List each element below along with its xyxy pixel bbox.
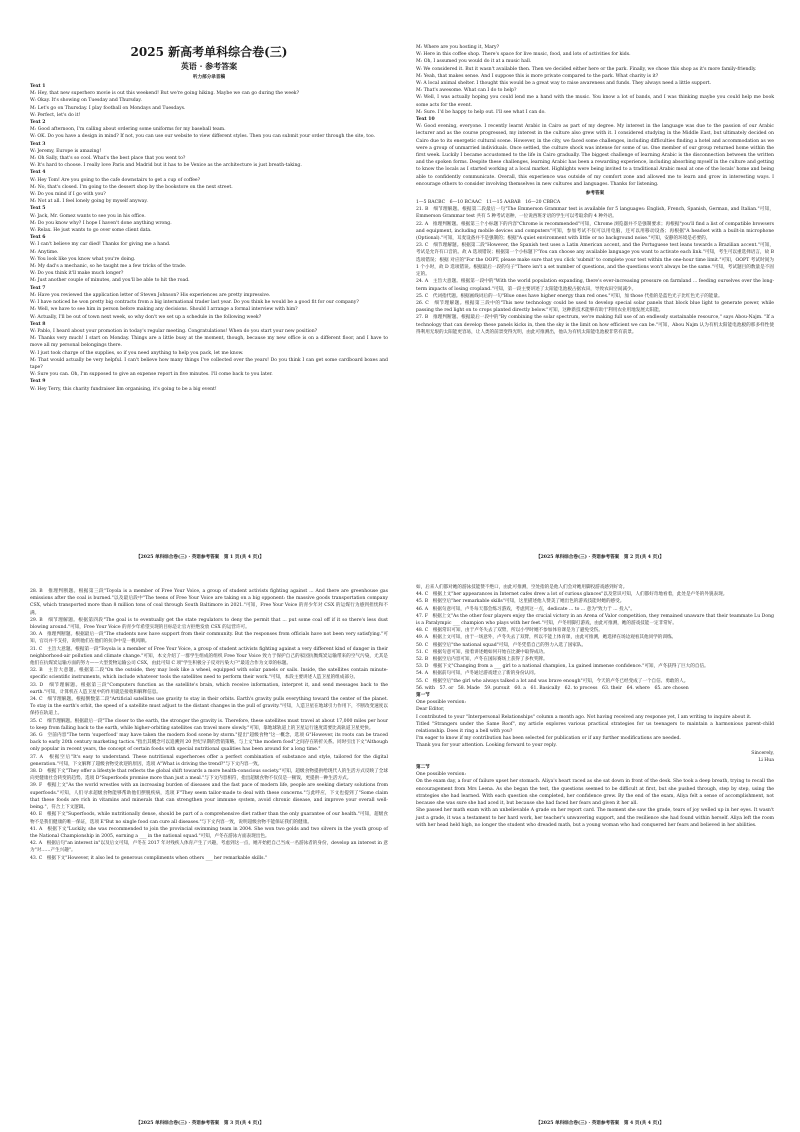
text-line: 24. A 主旨大意题。根据第一段中的"With the world population expanding, there's ever-increasing pressure on farmland ... feeding ourselves over the long-term impacts of losing cropland."可知，第一段主要讲述了太阳能电池板占据农田，导致农田空间减少。 [416,279,774,292]
text-line: M: That's awesome. What can I do to help? [416,88,517,94]
text-line: W: Hey Terry, this charity fundraiser lim organising, it's going to be a big event! [30,386,217,392]
page-3 [0,566,400,1132]
text-line: M: No, that's closed. I'm going to the dessert shop by the bookstore on the next street. [30,184,233,190]
text-heading: Text 6 [30,235,46,241]
text-line: 52. B 根据空后内容可知，卢冬在国际赛场上获得了多枚奖牌。 [416,657,548,663]
text-line: 1—5 BACBC 6—10 BCAAC 11—15 AABAB 16—20 CBBCA [416,200,561,206]
transcript-lines [416,44,774,188]
text-line: 41. A 根据下文"Luckily, she was recommended to join the provincial swimming team in 2004. She won two golds and two silvers in the youth group of the National Championship in 2005, earning a ___ in the national squad."可知，卢冬在游泳方面表现出色。 [30,826,388,839]
text-line: W: Jeremy, Europe is amazing! [30,148,102,154]
text-line: M: Do you know why? I hope I haven't done anything wrong. [30,220,172,226]
text-heading: Text 2 [30,120,46,126]
text-line: 28. B 推理判断题。根据第三段"Toyola is a member of Free Your Voice, a group of student activists fighting against ... And there are greenhouse gas emissions after the coal is burned."以及最后段中"The teens of Free Your Voice are taking on a big opponent: the massive goods transportation company CSX, which transported more than 8 million tons of coal through South Baltimore in 2021."可知，Free Your Voice 的青少年对 CSX 的运煤行为感到担忧和不满。 [30,589,388,616]
text-line: W: Okay. It's showing on Tuesday and Thursday. [30,98,142,104]
text-line: 56. with 57. or 58. Made 59. pursuit 60. a 61. Basically 62. to process 63. their 64. where 65. are chosen [416,685,689,691]
text-line: M: Let's go on Thursday. I play football on Mondays and Tuesdays. [30,105,186,111]
text-line: W: Perfect, let's do it! [30,112,81,118]
text-line: M: Not at all. I feel lonely going by myself anyway. [30,199,148,205]
transcript-lines [30,83,388,393]
text-line: 22. A 推理判断题。根据第三个小标题下的内容"Chrome is recommended"可知，Chrome 浏览器并不是强制要求；再根据"you'll find a list of compatible browsers and equipment, including mobile devices and computers"可知，参加考试不仅可以用电脑，还可以用移动设备；再根据"A headset with a built-in microphone (Optional)."可知，耳麦设备并不是强制的；根据"A quiet environment with little or no background noise."可知，安静的环境是必要的。 [416,221,774,242]
text-line: 31. C 主旨大意题。根据第一段"Toyola is a member of Free Your Voice, a group of student activists fighting against a very different kind of danger in their neighborhood-air pollution and climate change."可知，本文介绍了一群学生组成的组织 Free Your Voice 致力于保护自己的家园抗衡煤炭运输带来的空气污染，尤其是他们在抗煤炭运输方面的努力——大型货物运输公司 CSX，由此可知 C 项"学生积极分子反对污染大户"最适合作为文章的标题。 [30,646,388,667]
text-line: 47. F 根据上文"As the other four players enjoy the crucial victory in an Arena of Valor competition, they remained unaware that their teammate Lu Dong is a Paralympic ___ champion who plays with her feet."可知，卢冬用脚打游戏，由此可推测，她的游戏技能一定非常好。 [416,613,774,627]
page-footer: 【2025 单科综合卷(三) · 英语参考答案 第 4 页(共 4 页)】 [536,1121,664,1126]
text-heading: Text 8 [30,321,46,327]
text-line: M: Have you reviewed the application letter of Steven Johnson? His experiences are pretty impressive. [30,292,271,298]
text-line: 32. B 主旨大意题。根据第二段"On the outside, they may look like a wheel, equipped with solar panels or sails. Inside, the satellites contain minute-specific scientific instruments, which include whatever tools the satellites need to perform their work."可知，本段主要讲述人造卫星的组成部分。 [30,668,388,681]
answer-lines [30,588,388,862]
text-line: M: Anytime. [30,249,59,255]
text-line: 54. A 根据前句可知，卢冬通过游戏建立了新的身份认同。 [416,671,539,677]
text-line: W: I have noticed he won pretty big contracts from a big international trader last year. Do you think he would be a good fit for our company? [30,300,359,306]
text-line: 51. C 根据句意可知，接着讲述她如何开始在比赛中取得成功。 [416,649,548,655]
text-line: M: Where are you hosting it, Mary? [416,45,500,50]
text-line: 25. C 代词指代题。根据画线词后的一句"Blue ones have higher energy than red ones."可知，加 those 代指的是蓝色光子比红色光子的能量。 [416,293,723,299]
text-line: One possible version: [416,700,466,706]
text-line: M: Oh, I assumed you would do it at a music hall. [416,59,532,65]
text-line: 49. A 根据上文可知，由于一场意外，卢冬失去了双臂，所以不能上体育课，由此可推测，她选择在场边观看其他同学的训练。 [416,635,677,641]
text-line: 29. B 细节理解题。根据第四段"The goal is to eventually get the state regulators to deny the permit that ... put some coal off if it so there's less dust blowing around."可知，Free Your Voice 的青少年希望实现的目标是让官方拒绝发放 CSX 的运营许可。 [30,617,388,631]
essay-lines [416,771,774,829]
text-heading: Text 1 [30,84,46,89]
text-heading: Text 10 [416,117,435,123]
text-line: W: Do you mind if I go with you? [30,192,106,198]
text-line: M: Well, we have to see him in person before making any decisions. Should I arrange a formal interview with him? [30,307,298,313]
text-line: M: Oh Sally, that's so cool. What's the best place that you went to? [30,156,186,162]
text-line: 40. E 根据下文"Superfoods, while nutritionally dense, should be part of a comprehensive diet rather than the only guarantee of our health."可知，超级食物不是我们健康的唯一保证，选项 E"But no single food can cure all diseases."与下文内容一致，说明超级食物不能保证我们的健康。 [30,812,388,825]
text-heading: Text 5 [30,206,46,212]
section-heading: 第二节 [416,765,430,771]
text-line: 34. C 细节理解题。根据倒数第二段"Artificial satellites use gravity to stay in their orbits. Earth's gravity pulls everything toward the center of the planet. To stay in the earth's orbit, the speed of a satellite must adjust to the distant changes in the pull of gravity."可知，人造卫星在地球引力作用下，不断改变速度以保持在轨道上。 [30,697,388,717]
text-line: I contributed to your "Interpersonal Relationships" column a month ago. Not having received any response yet, I am writing to inquire about it. [416,714,752,720]
page-4 [400,566,800,1132]
text-line: 38. D 根据下文"They offer a lifestyle that reflects the global shift towards a more health-conscious society."可知，超级食物提供给现代人的生活方式反映了全球向更健康社会转变的趋势。选项 D"Superfoods promise more than just a meal."与下文内容相符，指出超级食物不仅仅是一顿饭，更提供一种生活方式。 [30,769,388,782]
text-line: 50. C 根据空后"the national squad"可知，卢冬凭借自己的努力入选了国家队。 [416,642,587,648]
text-line: 30. A 推理判断题。根据最后一段"The students now have support from their community. But the responses from officials have not been very satisfying."可知，官员并不支持，说明他们在他们的抗争中是一帆风顺。 [30,632,388,645]
text-line: M: Thanks very much! I start on Monday. Things are a little busy at the moment, though, because my new office is on a different floor, and I have to move all my personal belongings there. [30,336,388,349]
text-line: M: Hey, that new superhero movie is out this weekend! But we're going hiking. Maybe we can go during the week? [30,91,300,97]
text-line: W: Good evening, everyone. I recently learnt Arabic in Cairo as part of my degree. My interest in the language was due to the passion of our Arabic lecturer and as the course progressed, my interest in the culture also grew with it. I considered studying in the Middle East, but ultimately decided on Cairo due to its energetic cultural scene. However, in the city, we faced some challenges, including difficulties finding a hotel and accommodation as we were a group of unmarried individuals. Once settled, the culture shock was intense for some of us. One member of our group returned home within the first week. Luckily I became accustomed to the life in Cairo gradually. The biggest challenge of learning Arabic is the disconnection between the written and the spoken forms. Despite these challenges, learning Arabic has been a rewarding experience, including absorbing myself in the culture and getting to know the locals as I started working at a local market. Highlights were being invited to a traditional Arabic meal at one of the locals' home and being able to confidently communicate. Overall, this experience was outside of my comfort zone and allowed me to learn and grow in interesting ways. I encourage others to consider involving themselves in new cultures and languages. Thanks for listening. [416,124,774,187]
text-line: M: That would actually be very helpful. I can't believe how many things I've collected over the years! Do you think I can get some cardboard boxes and tape? [30,357,388,370]
text-line: W: It's hard to choose. I really love Paris and Madrid but it has to be Venice as the architecture is just breath-taking. [30,163,302,169]
text-line: W: We considered it. But it wasn't available then. Then we decided either here or the park. Finally, we chose this shop as it's more family-friendly. [416,66,757,72]
text-line: M: Yeah, that makes sense. And I suppose this is more private compared to the park. What charity is it? [416,73,659,79]
text-line: W: Jack, Mr. Gomez wants to see you in his office. [30,213,146,219]
answer-lines [416,584,774,750]
text-line: W: I just took charge of the supplies, so if you need anything to help you pack, let me know. [30,350,244,356]
doc-subtitle: 英语 · 参考答案 [180,61,238,71]
answers-heading: 参考答案 [585,191,605,197]
text-line: 48. C 根据常识可知，由于卢冬失去了双臂，所以小学时她不参加体育课是为了避免受伤。 [416,628,603,634]
text-line: W: Well, I was actually hoping you could lend me a hand with the music. You know a lot of bands, and I was thinking maybe you could help me book some acts for the event. [416,95,774,108]
text-line: 53. D 根据下文"Changing from a ___ girl to a national champion, Lu gained immense confidence."可知，卢冬获得了巨大的自信。 [416,664,709,670]
text-heading: 第一节 [416,693,430,699]
text-line: 23. C 细节理解题。根据第二段"However, the Spanish test uses a Latin American accent, and the Portuguese test leans towards a Brazilian accent."可知，考试是允许有口音的。故 A 选项错误；根据第一个小标题下"You can choose any available language you want to activate each link."可知，考生可以重选择语言，故 B 选项错误；根据 对应的"For the OOPT, please make sure that you click 'submit' to complete your test within the one-hour time limit."可知，OOPT 考试时间为 1 个小时，故 D 选项错误。根据最后一段的句子"There isn't a set number of questions, and the questions won't always be the same."可知，考试题目的数量是不固定的。 [416,243,774,278]
text-line: I'm eager to know if my contribution has been selected for publication or if any further modifications are needed. [416,736,681,742]
section-heading: 听力部分录音稿 [192,75,226,80]
letter-closing: Sincerely, [751,750,774,756]
text-line: 55. C 根据空后"the girl who always talked a lot and was brave enough"可知，今天的卢冬已经变成了一个自信、勇敢的人。 [416,678,689,684]
text-line: 33. D 细节理解题。根据第三段"Computers function as the satellite's brain, which receive information, interpret it, and send messages back to the earth."可知，计算机在人造卫星中的作用就是接收和解释信息。 [30,682,388,695]
text-line: 39. F 根据上文"As the world wrestles with an increasing burden of diseases and the fast pace of modern life, people are seeking dietary solutions from superfoods."可知，人们寻求超级食物能够帮助他们摆脱疾病，选项 F"They seem tailor-made to deal with these concerns."与此呼应，下文也提到了"Some claim that these foods are rich in vitamins and minerals that can strengthen your immune system, avoid chronic disease, and improve your overall well-being."，符合上下文逻辑。 [30,783,388,811]
text-line: She passed her math exam with an unbelievable A grade on her report card. The moment she saw the grade, tears of joy welled up in her eyes. It wasn't just a grade, it was a testament to her hard work, her teacher's unwavering support, and the resilience she had found within herself. Aliya left the room with her head held high, no longer the student who dreaded math, but a young woman who had conquered her fears and believed in her abilities. [416,808,774,828]
text-line: 21. B 细节理解题。根据第二段最后一句"The Emmerson Grammar test is available for 5 languages: English, French, Spanish, German, and Italian."可知，Emmerson Grammar test 共有 5 种考试语种，一位说西班牙语的学生可以考取余的 4 种外语。 [416,207,774,220]
text-line: M: My dad's a mechanic, so he taught me a few tricks of the trade. [30,264,187,270]
text-line: M: Just another couple of minutes, and you'll be able to hit the road. [30,278,190,284]
text-line: 如，后来人们都对她的游泳技能赞不绝口，由此可推测，空处指的是他人们会对她用脚投游戏感到好奇。 [416,585,628,590]
page-footer: 【2025 单科综合卷(三) · 英语参考答案 第 2 页(共 4 页)】 [536,555,664,560]
page-footer: 【2025 单科综合卷(三) · 英语参考答案 第 3 页(共 4 页)】 [136,1121,264,1126]
text-line: W: Actually, I'll be out of town next week, so why don't we set up a schedule in the following week? [30,314,262,320]
text-line: M: Sure. I'd be happy to help out. I'll see what I can do. [416,109,546,115]
text-line: W: OK. Do you have a design in mind? If not, you can use our website to view different styles. Then you can submit your order through the site, too. [30,134,376,140]
text-line: W: You look like you know what you're doing. [30,256,136,262]
text-line: W: Here in this coffee shop. There's space for live music, food, and lots of activities for kids. [416,52,631,58]
doc-title: 2025 新高考单科综合卷(三) [130,45,288,59]
answer-lines [416,199,774,336]
text-line: 45. B 根据空后"her remarkable skills"可知，这里描述他人赞美了她出色的游戏技能时她的感受。 [416,599,625,605]
text-line: 26. C 细节理解题。根据第三段中的"This new technology could be used to develop special solar panels that block blue light to generate power, while passing the red light on to crops planted directly below."可知，这种新技术能够有助于利用农业用地发展太阳能。 [416,300,774,314]
text-line: W: Hey Tom! Are you going to the cafe downstairs to get a cup of coffee? [30,177,201,183]
text-line: 27. B 推理判断题。根据最后一段中的"By combining the solar spectrum, we're making full use of an endlessly sustainable resource," says Abou-Najm. "If a technology that can develop these panels kicks in, then the sky is the limit on how efficient we can be."可知，Abou Najm 认为有机太阳能电池板的那多样性使得利用无垠的太阳能更容易，让人类的前景变得光明，由此可推测出，他认为有机太阳能电池板非常有前景。 [416,315,774,335]
text-line: W: Relax. He just wants to go over some client data. [30,228,152,234]
text-line: 46. A 根据句意可知，卢冬每天都会练习游戏，考虑到这一点，dedicate ... to ... 意为"致力于 ... 投入"。 [416,606,635,612]
text-line: W: Pablo, I heard about your promotion in today's regular meeting. Congratulations! When do you start your new position? [30,328,318,334]
text-line: 35. C 细节理解题。根据最后一段"The closer to the earth, the stronger the gravity is. Therefore, these satellites must travel at about 17,000 miles per hour to keep from falling back to the earth, while higher-orbiting satellites can travel more slowly."可知，靠地球轨道上的卫星运行速度需要比高轨道卫星更快。 [30,718,388,731]
text-line: 36. G 空前内容"The term 'superfood' may have taken the modern food scene by storm."提出"超级食物"这一概念，选项 G"However, its roots can be traced back to early 20th century marketing tactics."指出其概念可以追溯到 20 世纪早期的营销策略，与上文"the modern food"之间存在转折关系。同时引出下文"Although only popular in recent years, the concept of certain foods with special nutritional qualities has been around for a long time." [30,733,388,753]
letter-signature: Li Hua [758,757,774,763]
text-line: W: A local animal shelter. I thought this would be a great way to raise awareness and funds. They always need a little support. [416,81,711,87]
text-heading: Text 9 [30,379,46,385]
text-line: 43. C 根据下文"However, it also led to generous compliments when others ___ her remarkable skills." [30,855,268,861]
text-line: 42. A 根据后句"an interest in"以及后文可知，卢冬在 2017 年对残疾人体育产生了兴趣，考虑到这一点，她开始把自己当成一名游泳者的身份，develop an interest in 意为"对……产生兴趣"。 [30,841,388,854]
text-line: Thank you for your attention. Looking forward to your reply. [416,743,557,749]
text-line: M: Good afternoon, I'm calling about ordering some uniforms for my baseball team. [30,127,226,133]
text-line: One possible version: [416,772,466,778]
text-line: On the exam day, a four of failure upset her stomach. Aliya's heart raced as she sat down in front of the desk. She took a deep breath, trying to recall the encouragement from Mrs Leena. As she began the test, the questions seemed to be difficult at first, but she pushed through, step by step, using the strategies she had learned. With each question she completed, her confidence grew. By the end of the exam, Aliya felt a sense of accomplishment, not because she was sure she had aced it, but because she had faced her fears and given it her all. [416,779,774,807]
page-footer: 【2025 单科综合卷(三) · 英语参考答案 第 1 页(共 4 页)】 [136,555,264,560]
text-line: W: Sure you can. Oh, I'm supposed to give an expense report in five minutes. I'll come back to you later. [30,372,273,378]
text-line: Titled "Strangers under the Same Roof", my article explores various practical strategies for us teenagers to maintain a harmonious parent-child relationship. Does it ring a bell with you? [416,721,774,735]
page-1 [0,0,400,566]
text-line: 44. C 根据上文"her appearances in Internet cafes drew a lot of curious glances"以及常识可知，人们都好奇地看着，此处是卢冬的外貌表现。 [416,592,728,598]
text-line: 37. A 根据空后"It's easy to understand. These nutritional superheroes offer a perfect combination of substance and style, tailored for the digital generation."可知，下文解释了超级食物受欢迎的原因，选项 A"What is driving the trend?"与下文内容一致。 [30,754,388,767]
text-heading: Text 4 [30,170,46,176]
text-line: W: Do you think it'll make much longer? [30,271,124,277]
page-2 [400,0,800,566]
text-heading: Text 3 [30,141,46,147]
text-heading: Text 7 [30,285,46,291]
text-line: Dear Editor, [416,707,445,713]
text-line: W: I can't believe my car died! Thanks for giving me a hand. [30,242,171,248]
